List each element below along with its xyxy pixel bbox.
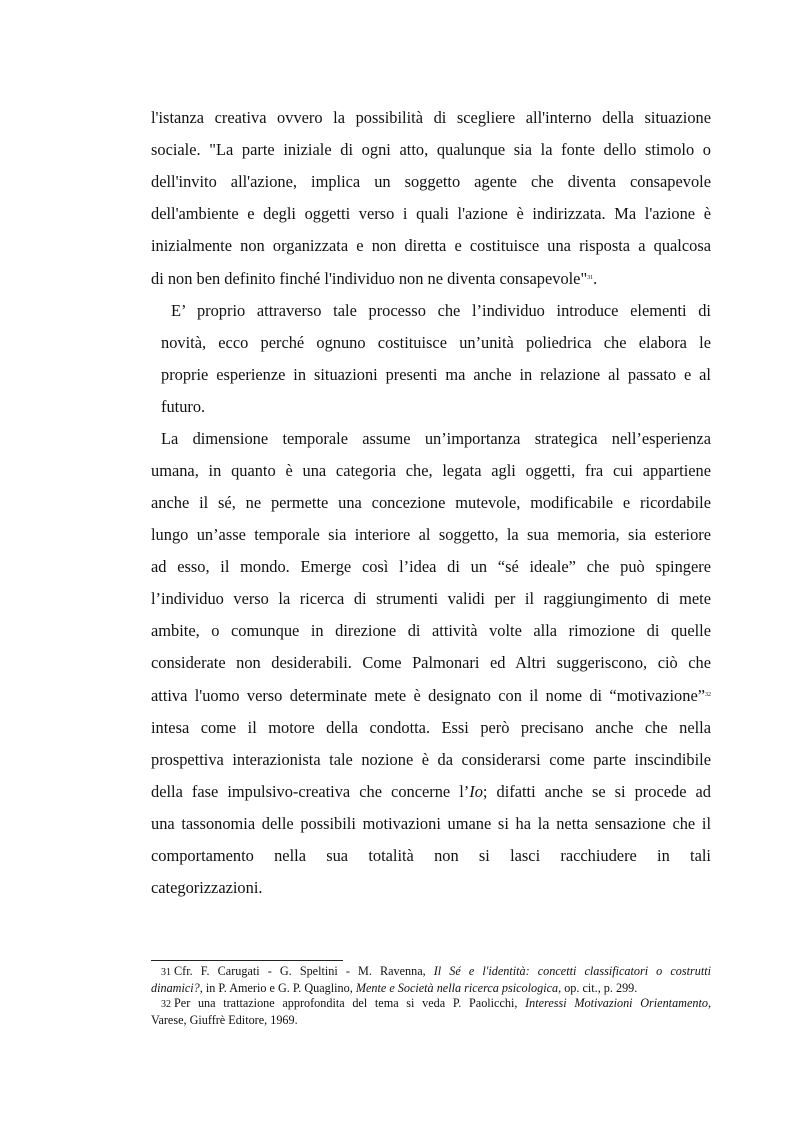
footnote-line xyxy=(151,996,711,1013)
text-line: intesa come il motore della condotta. Essi però precisano anche che nella xyxy=(151,718,711,737)
text-line: una tassonomia delle possibili motivazioni umane si ha la netta sensazione che il xyxy=(151,814,711,833)
text-line xyxy=(151,776,711,808)
text-line: prospettiva interazionista tale nozione è da considerarsi come parte inscindibile xyxy=(151,750,711,769)
document-body xyxy=(151,102,711,904)
footnote-line xyxy=(151,981,711,997)
text-line: comportamento nella sua totalità non si lasci racchiudere in tali xyxy=(151,846,711,865)
paragraph-3 xyxy=(151,423,711,904)
quote-end-text: di non ben definito finché l'individuo non ne diventa consapevole" xyxy=(151,269,588,288)
footnote-text: in P. Amerio e G. P. Quaglino, xyxy=(202,980,356,995)
text-line: anche il sé, ne permette una concezione mutevole, modificabile e ricordabile xyxy=(151,493,711,512)
text-line xyxy=(151,679,711,712)
text-line: inizialmente non organizzata e non diretta e costituisce una risposta a qualcosa xyxy=(151,236,711,255)
text-line: considerate non desiderabili. Come Palmonari ed Altri suggeriscono, ciò che xyxy=(151,653,711,672)
footnote-title: dinamici?, xyxy=(151,980,203,995)
footnote-text: Cfr. F. Carugati - G. Speltini - M. Ravenna, xyxy=(174,964,434,978)
italic-io: Io xyxy=(469,782,483,801)
text-line: novità, ecco perché ognuno costituisce un’unità poliedrica che elabora le xyxy=(161,333,711,352)
text-line: sociale. "La parte iniziale di ogni atto, qualunque sia la fonte dello stimolo o xyxy=(151,140,711,159)
footnote-32 xyxy=(151,996,711,1028)
text-line: ad esso, il mondo. Emerge così l’idea di un “sé ideale” che può spingere xyxy=(151,557,711,576)
text-line: dell'ambiente e degli oggetti verso i quali l'azione è indirizzata. Ma l'azione è xyxy=(151,204,711,223)
footnote-line xyxy=(151,964,711,981)
footnote-ref-31[interactable]: 31 xyxy=(587,275,594,281)
footnote-number: 32 xyxy=(161,999,171,1010)
text-line: categorizzazioni. xyxy=(151,878,263,897)
footnotes xyxy=(151,964,711,1028)
footnote-text: , op. cit., p. 299. xyxy=(558,980,638,995)
text-line: lungo un’asse temporale sia interiore al soggetto, la sua memoria, sia esteriore xyxy=(151,525,711,544)
text-line: E’ proprio attraverso tale processo che l’individuo introduce elementi di xyxy=(171,301,711,320)
period: . xyxy=(593,269,598,288)
text-line: l'istanza creativa ovvero la possibilità di scegliere all'interno della situazione xyxy=(151,108,711,127)
footnote-text: , xyxy=(707,996,711,1010)
text-segment: della fase impulsivo-creativa che concerne l’ xyxy=(151,782,470,801)
footnote-31 xyxy=(151,964,711,996)
text-line xyxy=(151,262,711,295)
footnote-text: Per una trattazione approfondita del tema si veda P. Paolicchi, xyxy=(174,996,526,1010)
paragraph-2 xyxy=(151,295,711,423)
text-line: dell'invito all'azione, implica un soggetto agente che diventa consapevole xyxy=(151,172,711,191)
footnote-title: Il Sé e l'identità: concetti classificatori o costrutti xyxy=(433,964,711,978)
text-segment: ; difatti anche se si procede ad xyxy=(482,782,711,801)
paragraph-1 xyxy=(151,102,711,295)
text-line: umana, in quanto è una categoria che, legata agli oggetti, fra cui appartiene xyxy=(151,461,711,480)
footnote-number: 31 xyxy=(161,967,171,978)
footnote-separator xyxy=(151,960,343,961)
text-line: La dimensione temporale assume un’importanza strategica nell’esperienza xyxy=(161,429,711,448)
text-line: futuro. xyxy=(161,397,206,416)
footnote-ref-32[interactable]: 32 xyxy=(705,692,711,698)
text-segment: attiva l'uomo verso determinate mete è designato con il nome di “motivazione” xyxy=(151,686,705,705)
text-line: ambite, o comunque in direzione di attività volte alla rimozione di quelle xyxy=(151,621,711,640)
footnote-book: Mente e Società nella ricerca psicologica xyxy=(355,980,559,995)
footnote-line: Varese, Giuffrè Editore, 1969. xyxy=(151,1012,298,1027)
text-line: l’individuo verso la ricerca di strumenti validi per il raggiungimento di mete xyxy=(151,589,711,608)
text-line: proprie esperienze in situazioni presenti ma anche in relazione al passato e al xyxy=(161,365,711,384)
footnote-book: Interessi Motivazioni Orientamento xyxy=(525,996,708,1010)
